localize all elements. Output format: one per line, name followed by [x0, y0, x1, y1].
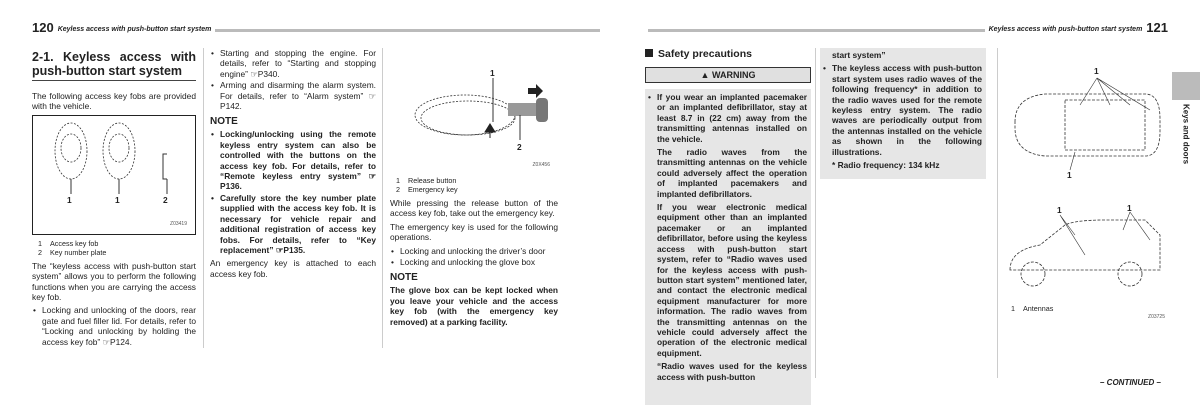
- legend-item: 2 Emergency key: [396, 185, 458, 194]
- warning-banner: ▲ WARNING: [645, 67, 811, 83]
- right-column-2: [820, 48, 986, 179]
- emergency-key-illustration: [390, 60, 558, 170]
- callout: 1: [1127, 203, 1132, 213]
- emergency-key-figure: [390, 60, 558, 170]
- paragraph: The “keyless access with push-button start system” allows you to perform the following functions when you are carrying the access key fob.: [32, 260, 196, 303]
- header-title: Keyless access with push-button start system: [57, 26, 212, 33]
- chapter-tab-label: Keys and doors: [1181, 104, 1191, 165]
- right-column-3: [1005, 60, 1165, 320]
- bullet-item: • Locking and unlocking of the doors, rear gate and fuel filler lid. For details, refer to “Locking and unlocking by holding the access key fob” ☞P124.: [33, 305, 196, 347]
- callout: 1: [67, 194, 72, 205]
- bullet-item: • Locking and unlocking the driver’s door: [391, 245, 546, 256]
- warning-text: * Radio frequency: 134 kHz: [832, 160, 940, 171]
- section-heading: 2-1. Keyless access with push-button start system: [32, 50, 196, 81]
- warning-text: “Radio waves used for the keyless access with push-button: [657, 361, 807, 382]
- legend-item: 1 Access key fob: [38, 238, 99, 248]
- warning-triangle-icon: ▲: [700, 70, 712, 80]
- bullet-item: • Arming and disarming the alarm system. For details, refer to “Alarm system” ☞P142.: [211, 80, 376, 112]
- key-fob-illustration: [33, 116, 195, 234]
- note-text: The glove box can be kept locked when you leave your vehicle and the access key fob (with the emergency key removed) at a parking facility.: [390, 285, 558, 327]
- key-fob-figure: [32, 115, 196, 235]
- legend-item: 1 Antennas: [1011, 304, 1054, 313]
- intro-text: The following access key fobs are provided with the vehicle.: [32, 91, 196, 112]
- note-heading: NOTE: [210, 116, 238, 128]
- callout: 1: [1067, 170, 1072, 180]
- right-column-1: [645, 48, 811, 405]
- antenna-illustration: [1005, 60, 1165, 300]
- callout: 1: [490, 68, 495, 78]
- right-page-header: [648, 20, 1168, 34]
- column-divider: [382, 48, 383, 348]
- warning-body: [645, 89, 811, 405]
- note-item: • Locking/unlocking using the remote keyless entry system can also be controlled with the buttons on the access key fob. For details, refer to “Remote keyless entry system” ☞P136.: [211, 129, 376, 192]
- left-column-1: [32, 50, 196, 348]
- figure-code: Z0X456: [532, 161, 550, 168]
- callout: 1: [1057, 205, 1062, 215]
- callout: 2: [163, 194, 168, 205]
- legend-item: 2 Key number plate: [38, 247, 107, 257]
- page-number: 121: [1146, 20, 1168, 35]
- paragraph: While pressing the release button of the access key fob, take out the emergency key.: [390, 198, 558, 219]
- square-bullet-icon: [645, 49, 653, 57]
- column-divider: [815, 48, 816, 378]
- bullet-item: • Starting and stopping the engine. For details, refer to “Starting and stopping engine” ☞P340.: [211, 48, 376, 79]
- note-item: • Carefully store the key number plate supplied with the access key fob. It is necessary for vehicle repair and additional registration of access key fobs. For details, refer to “Key replacement” ☞P135.: [211, 192, 376, 255]
- note-heading: NOTE: [390, 272, 418, 284]
- callout: 1: [115, 194, 120, 205]
- section-heading: Safety precautions: [645, 48, 811, 61]
- paragraph: An emergency key is attached to each access key fob.: [210, 258, 376, 279]
- bullet-item: • Locking and unlocking the glove box: [391, 257, 536, 268]
- header-bar: [215, 29, 600, 32]
- figure-code: Z03725: [1148, 313, 1165, 320]
- continued-label: – CONTINUED –: [1100, 378, 1161, 387]
- warning-text: The radio waves from the transmitting antennas on the vehicle could adversely affect the operation of implanted pacemakers and implanted defibrillators.: [657, 147, 807, 199]
- header-bar: [648, 29, 985, 32]
- warning-text: If you wear electronic medical equipment other than an implanted pacemaker or an implanted defibrillator, before using the keyless access with push-button start system, refer to “Radio waves used for the keyless access with push-button start system” mentioned later, and contact the electronic medical equipment manufacturer for more information. The radio waves from the transmitting antennas on the vehicle could adversely affect the operation of the electronic medical equipment.: [657, 202, 807, 358]
- callout: 1: [1094, 66, 1099, 76]
- header-title: Keyless access with push-button start system: [988, 26, 1143, 33]
- paragraph: The emergency key is used for the following operations.: [390, 221, 558, 243]
- warning-text: start system”: [832, 50, 886, 60]
- left-column-3: [390, 60, 558, 330]
- left-column-2: [210, 48, 376, 282]
- legend-item: 1 Release button: [396, 176, 457, 185]
- warning-item: • If you wear an implanted pacemaker or an implanted defibrillator, stay at least 8.7 in (22 cm) away from the transmitting antennas installed on the vehicle.: [648, 92, 807, 144]
- figure-code: Z03419: [170, 221, 187, 228]
- column-divider: [203, 48, 204, 348]
- warning-item: • The keyless access with push-button start system uses radio waves of the following frequency* in addition to the radio waves used for the remote keyless entry system. The radio waves are periodically output from the antennas installed on the vehicle as shown in the following illustrations.: [823, 63, 982, 157]
- chapter-tab: [1172, 72, 1200, 100]
- page-number: 120: [32, 20, 54, 35]
- left-page-header: [32, 20, 600, 34]
- callout: 2: [517, 142, 522, 152]
- column-divider: [997, 48, 998, 378]
